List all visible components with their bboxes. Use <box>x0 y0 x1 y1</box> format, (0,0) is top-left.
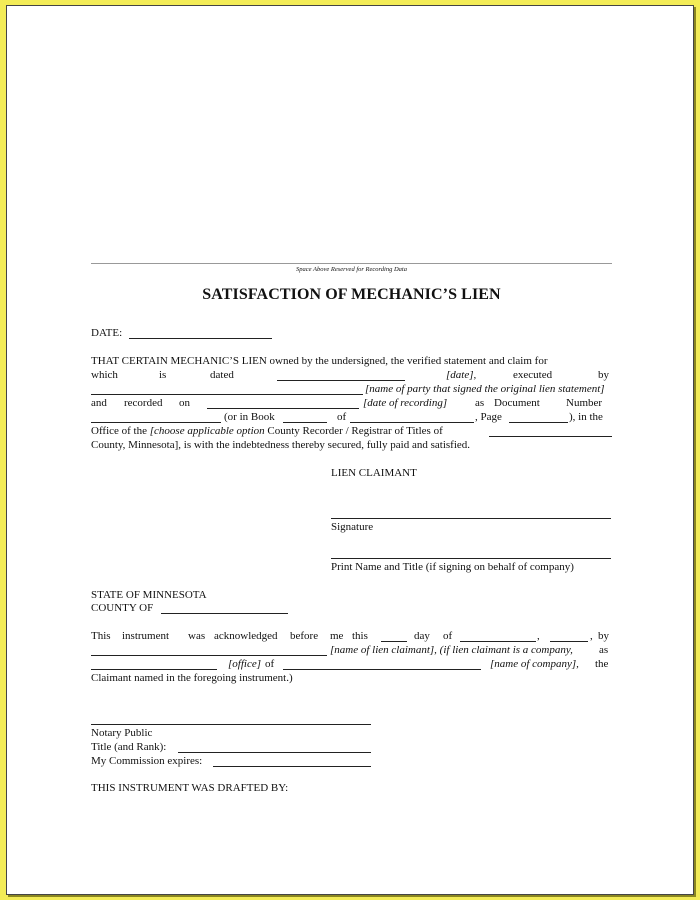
print-name-field[interactable] <box>331 558 611 559</box>
book-label: (or in Book <box>224 411 275 423</box>
recording-date-hint: [date of recording] <box>363 397 448 409</box>
ack-month-field[interactable] <box>460 641 536 642</box>
office-line <box>91 425 443 438</box>
recording-area-divider <box>91 263 612 264</box>
commission-field[interactable] <box>213 766 371 767</box>
ack-word-of: of <box>443 630 453 642</box>
lien-paragraph-line-7: County, Minnesota], is with the indebtedness thereby secured, fully paid and satisfied. <box>91 439 471 451</box>
signer-name-hint: [name of party that signed the original lien statement] <box>365 383 605 395</box>
word-executed: executed <box>513 369 553 381</box>
lien-claimant-heading: LIEN CLAIMANT <box>331 467 417 479</box>
signature-field[interactable] <box>331 518 611 519</box>
word-as: as <box>475 397 485 409</box>
word-number: Number <box>566 397 603 409</box>
word-recorded: recorded <box>124 397 163 409</box>
dated-field[interactable] <box>277 380 405 381</box>
ack-comma: , <box>537 630 540 642</box>
title-rank-label: Title (and Rank): <box>91 741 167 753</box>
notary-public-label: Notary Public <box>91 727 153 739</box>
state-label: STATE OF MINNESOTA <box>91 589 207 601</box>
ack-office-field[interactable] <box>91 669 217 670</box>
ack-company-field[interactable] <box>283 669 481 670</box>
ack-word-by: by <box>598 630 609 642</box>
ack-claimant-name-field[interactable] <box>91 655 327 656</box>
ack-line-4: Claimant named in the foregoing instrument.) <box>91 672 293 684</box>
ack-word-the: the <box>595 658 609 670</box>
lien-paragraph-line-1: THAT CERTAIN MECHANIC’S LIEN owned by the undersigned, the verified statement and claim for <box>91 355 548 367</box>
page-field[interactable] <box>509 422 568 423</box>
ack-word-instrument: instrument <box>122 630 170 642</box>
book-of-field[interactable] <box>350 422 474 423</box>
title-rank-field[interactable] <box>178 752 371 753</box>
ack-word-this: This <box>91 630 111 642</box>
ack-word-was: was <box>188 630 206 642</box>
recording-date-field[interactable] <box>207 408 359 409</box>
ack-word-of-2: of <box>265 658 275 670</box>
page-label: , Page <box>475 411 502 423</box>
ack-word-day: day <box>414 630 430 642</box>
document-page <box>6 5 694 895</box>
county-label: COUNTY OF <box>91 602 154 614</box>
book-field[interactable] <box>283 422 327 423</box>
word-and: and <box>91 397 107 409</box>
ack-claimant-hint: [name of lien claimant], (if lien claimant is a company, <box>330 644 573 656</box>
ack-company-hint: [name of company], <box>490 658 579 670</box>
of-label: of <box>337 411 347 423</box>
in-the-label: ), in the <box>569 411 603 423</box>
signer-name-field[interactable] <box>91 394 363 395</box>
county-field[interactable] <box>161 613 288 614</box>
recorder-registrar: County Recorder / Registrar of Titles of <box>264 425 443 437</box>
commission-label: My Commission expires: <box>91 755 203 767</box>
ack-year-field[interactable] <box>550 641 588 642</box>
signature-label: Signature <box>331 521 374 533</box>
ack-word-before: before <box>290 630 319 642</box>
registrar-county-field[interactable] <box>489 436 612 437</box>
notary-signature-field[interactable] <box>91 724 371 725</box>
office-of-the: Office of the <box>91 425 150 437</box>
drafted-by-label: THIS INSTRUMENT WAS DRAFTED BY: <box>91 782 289 794</box>
word-dated: dated <box>210 369 234 381</box>
ack-office-hint: [office] <box>228 658 261 670</box>
ack-comma-2: , <box>590 630 593 642</box>
word-by: by <box>598 369 609 381</box>
word-which: which <box>91 369 118 381</box>
date-label: DATE: <box>91 327 123 339</box>
ack-word-acknowledged: acknowledged <box>214 630 278 642</box>
reserved-space-note: Space Above Reserved for Recording Data <box>295 266 407 273</box>
word-on: on <box>179 397 190 409</box>
print-name-label: Print Name and Title (if signing on behalf of company) <box>331 561 574 573</box>
ack-word-as: as <box>599 644 609 656</box>
date-field[interactable] <box>129 338 272 339</box>
document-number-field[interactable] <box>91 422 221 423</box>
document-title: SATISFACTION OF MECHANIC’S LIEN <box>202 286 501 303</box>
word-is: is <box>159 369 167 381</box>
ack-day-field[interactable] <box>381 641 407 642</box>
word-document: Document <box>494 397 540 409</box>
date-hint: [date], <box>446 369 477 381</box>
applicable-option-hint: [choose applicable option <box>149 425 265 437</box>
ack-word-me: me <box>330 630 344 642</box>
ack-word-this-2: this <box>352 630 368 642</box>
